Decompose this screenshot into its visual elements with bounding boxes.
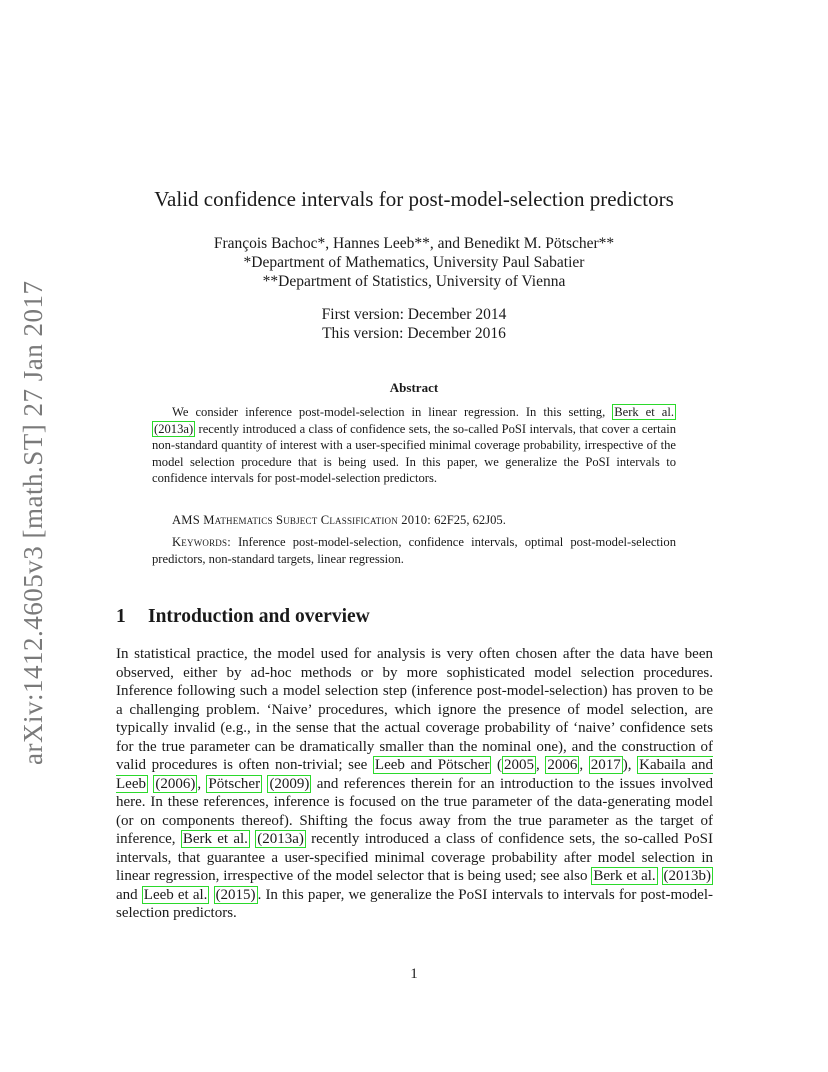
text: We consider inference post-model-selection in linear regression. In this setting, bbox=[172, 405, 613, 419]
affiliation-1: *Department of Mathematics, University Paul Sabatier bbox=[243, 254, 585, 271]
msc-label: AMS Mathematics Subject Classification 2010: bbox=[172, 513, 431, 527]
citation-link[interactable]: Berk et al. bbox=[182, 831, 248, 847]
text: . In this paper, we generalize the PoSI intervals to intervals for post-model-selection predictors. bbox=[116, 886, 713, 921]
text: recently introduced a class of confidence sets, the so-called PoSI intervals, that guarantee a user-specified minimal coverage probability after model selection in linear regression, irrespective of the model selector that is being used; see also bbox=[116, 831, 714, 884]
citation-link[interactable]: Berk et al. bbox=[593, 868, 656, 884]
section-number: 1 bbox=[116, 606, 126, 627]
text: , bbox=[197, 775, 207, 792]
text: , bbox=[579, 757, 589, 773]
section-title: Introduction and overview bbox=[148, 606, 370, 627]
author-names: François Bachoc*, Hannes Leeb**, and Benedikt M. Pötscher** bbox=[213, 235, 615, 252]
text bbox=[209, 887, 213, 903]
citation-link[interactable]: Kabaila and Leeb bbox=[116, 757, 714, 792]
text: recently introduced a class of confidence sets, the so-called PoSI intervals, that cover a certain non-standard quantity of interest with a user-specified minimal coverage probability, irrespective of the model selection procedure that is being used. In this paper, we generalize the PoSI intervals to confidence intervals for post-model-selection predictors. bbox=[152, 421, 676, 485]
citation-link[interactable]: Leeb and Pötscher bbox=[374, 757, 490, 773]
text: and references therein for an introduction to the issues involved here. In these references, inference is focused on the true parameter of the data-generating model (or on components thereof). Shifting the focus away from the true parameter as the target of inference, bbox=[116, 775, 714, 847]
keywords bbox=[152, 534, 676, 567]
citation-link[interactable]: (2013b) bbox=[663, 868, 712, 884]
text: ), bbox=[622, 757, 638, 773]
keywords-value: Inference post-model-selection, confidence intervals, optimal post-model-selection predictors, non-standard targets, linear regression. bbox=[152, 535, 676, 566]
text bbox=[658, 868, 662, 884]
current-version: This version: December 2016 bbox=[322, 325, 506, 342]
version-dates bbox=[0, 305, 828, 343]
citation-link[interactable]: (2013a) bbox=[257, 831, 304, 847]
arxiv-sidebar-stamp: arXiv:1412.4605v3 [math.ST] 27 Jan 2017 bbox=[18, 280, 48, 765]
author-block bbox=[0, 234, 828, 291]
citation-link[interactable]: 2005 bbox=[504, 757, 535, 773]
abstract-heading: Abstract bbox=[389, 380, 439, 395]
keywords-label: Keywords: bbox=[172, 535, 231, 549]
affiliation-2: **Department of Statistics, University of Vienna bbox=[262, 273, 566, 290]
text: , bbox=[536, 757, 546, 773]
citation-link[interactable]: (2013a) bbox=[154, 421, 194, 436]
text: ( bbox=[491, 757, 503, 773]
text: and bbox=[116, 886, 142, 903]
citation-link[interactable]: (2015) bbox=[215, 886, 256, 903]
intro-paragraph bbox=[116, 645, 713, 923]
page-number: 1 bbox=[410, 966, 418, 982]
citation-link[interactable]: Berk et al. bbox=[614, 405, 674, 419]
msc-classification bbox=[152, 512, 676, 529]
paper-title: Valid confidence intervals for post-model-selection predictors bbox=[154, 187, 674, 211]
section-heading bbox=[116, 606, 370, 628]
citation-link[interactable]: 2017 bbox=[590, 757, 621, 773]
citation-link[interactable]: Pötscher bbox=[208, 775, 261, 792]
citation-link[interactable]: Leeb et al. bbox=[143, 886, 208, 903]
msc-value: 62F25, 62J05. bbox=[431, 513, 506, 527]
citation-link[interactable]: (2009) bbox=[269, 775, 310, 792]
citation-link[interactable]: (2006) bbox=[155, 775, 196, 792]
text: In statistical practice, the model used for analysis is very often chosen after the data have been observed, either by ad-hoc methods or by more sophisticated model selection procedures. Inference following such a model selection step (inference post-model-selection) has proven to be a challenging problem. ‘Naive’ procedures, which ignore the presence of model selection, are typically invalid (e.g., in the sense that the actual coverage probability of ‘naive’ confidence sets for the true parameter can be dramatically smaller than the nominal one), and the construction of valid procedures is often non-trivial; see bbox=[116, 646, 713, 773]
abstract-body bbox=[152, 404, 676, 487]
citation-link[interactable]: 2006 bbox=[547, 757, 578, 773]
first-version: First version: December 2014 bbox=[321, 306, 507, 323]
